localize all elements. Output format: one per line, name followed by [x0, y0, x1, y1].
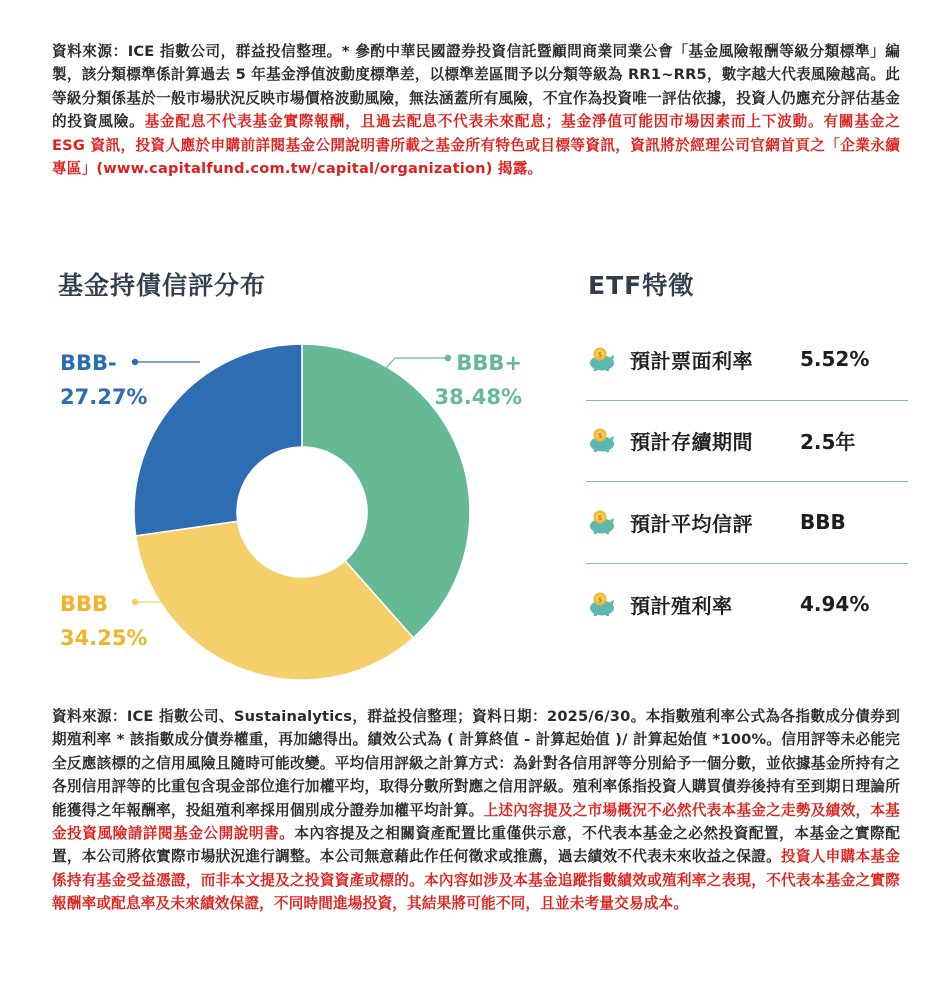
disclaimer-text: 本內容提及之相關資產配置比重僅供示意，不代表本基金之必然投資配置，本基金之實際配置，本公司將依實際市場狀況進行調整。本公司無意藉此作任何徵求或推薦，過去績效不代表未來收益之保證。	[52, 825, 900, 866]
slice-value-label: 34.25%	[60, 626, 148, 650]
slice-label: BBB+	[456, 351, 522, 375]
svg-text:$: $	[597, 596, 603, 604]
donut-slice-bbb-minus	[134, 344, 302, 536]
svg-text:$: $	[597, 351, 603, 359]
etf-item-label: 預計平均信評	[630, 511, 753, 536]
etf-item-avg-rating	[586, 482, 908, 562]
chart-title: 基金持債信評分布	[58, 271, 267, 300]
credit-rating-donut-chart	[0, 300, 580, 700]
disclaimer-warning: 上述內容提及之市場概況不必然代表本基金之走勢及績效，本基金投資風險請詳閱基金公開說明書。	[52, 801, 900, 843]
disclaimer-text: 資料來源：ICE 指數公司，群益投信整理。* 參酌中華民國證券投資信託暨顧問商業同業公會「基金風險報酬等級分類標準」編製，該分類標準係計算過去 5 年基金淨值波動度標準差，以標準差區間予以分類等級為 RR1~RR5，數字越大代表風險越高。此等級分類係基於一般市場狀況反映市場價格波動風險，無法涵蓋所有風險，不宜作為投資唯一評估依據，投資人仍應充分評估基金的投資風險。	[52, 43, 900, 131]
etf-item-yield	[586, 564, 908, 644]
piggy-bank-coin-icon	[588, 427, 616, 453]
risk-disclaimer-bottom	[52, 705, 900, 916]
etf-item-label: 預計殖利率	[630, 593, 733, 618]
disclaimer-warning: 投資人申購本基金係持有基金受益憑證，而非本文提及之投資資產或標的。本內容如涉及本基金追蹤指數績效或殖利率之表現，不代表本基金之實際報酬率或配息率及未來績效保證，不同時間進場投資，其結果將可能不同，且並未考量交易成本。	[52, 848, 900, 913]
etf-item-value: 4.94%	[800, 592, 870, 616]
risk-disclaimer-top	[52, 40, 900, 180]
leader-dot	[132, 359, 138, 365]
etf-item-value: 5.52%	[800, 347, 870, 371]
disclaimer-text: 資料來源：ICE 指數公司、Sustainalytics，群益投信整理；資料日期：2025/6/30。本指數殖利率公式為各指數成分債券到期殖利率 * 該指數成分債券權重，再加總得出。績效公式為 ( 計算終值 - 計算起始值 )/ 計算起始值 *100%。信用評等未必能完全反應該標的之信用風險且隨時可能改變。平均信用評級之計算方式：為針對各信用評等分別給予一個分數，並依據基金所持有之各別信用評等的比重包含現金部位進行加權平均，取得分數所對應之信用評級。殖利率係指投資人購買債券後持有至到期日理論所能獲得之年報酬率，投組殖利率採用個別成分證券加權平均計算。	[52, 708, 901, 819]
leader-dot	[445, 355, 451, 361]
disclaimer-warning: 基金配息不代表基金實際報酬，且過去配息不代表未來配息；基金淨值可能因市場因素而上下波動。有關基金之 ESG 資訊，投資人應於申購前詳閱基金公開說明書所載之基金所有特色或目標等資訊，資訊將於經理公司官網首頁之「企業永續專區」(www.capitalfund.com.tw/capital/organization) 揭露。	[52, 113, 900, 178]
slice-value-label: 27.27%	[60, 385, 148, 409]
piggy-bank-coin-icon	[588, 346, 616, 372]
etf-item-duration	[586, 400, 908, 480]
piggy-bank-coin-icon	[588, 591, 616, 617]
etf-item-value: BBB	[800, 510, 846, 534]
svg-text:$: $	[597, 514, 603, 522]
piggy-bank-coin-icon	[588, 509, 616, 535]
etf-section-title: ETF特徵	[588, 271, 695, 300]
etf-item-label: 預計存續期間	[630, 429, 753, 454]
slice-label: BBB	[60, 592, 109, 616]
slice-label: BBB-	[60, 351, 117, 375]
etf-item-label: 預計票面利率	[630, 348, 753, 373]
etf-item-value: 2.5年	[800, 429, 856, 454]
slice-value-label: 38.48%	[434, 385, 522, 409]
leader-dot	[132, 599, 138, 605]
svg-text:$: $	[597, 432, 603, 440]
etf-item-coupon-rate	[586, 319, 908, 399]
